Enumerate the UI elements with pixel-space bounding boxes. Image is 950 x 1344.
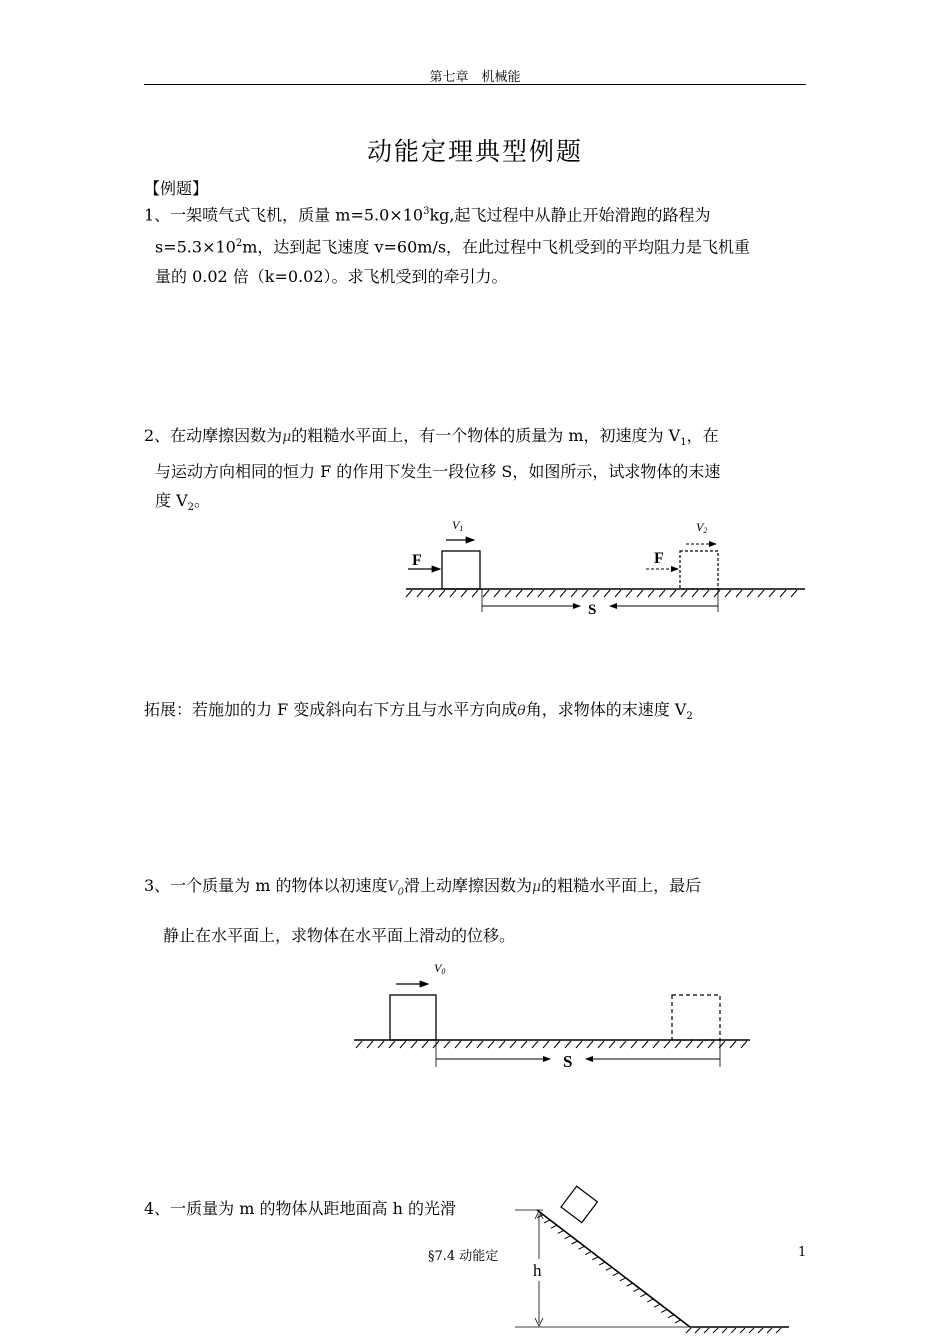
hatch-mark [527,590,533,597]
question-2 [144,421,806,522]
hatch-mark [598,1041,604,1048]
hatch-mark [613,1273,619,1276]
hatch-mark [483,590,489,597]
hatch-mark [659,590,665,597]
v0-symbol: $V_0$ [387,879,405,898]
hatch-mark [367,1041,373,1048]
hatch-mark [758,1328,763,1333]
header-rule [144,84,806,85]
force-label: F [412,552,422,569]
hatch-mark [609,1041,615,1048]
hatch-mark [675,1320,681,1323]
mu-symbol: μ [282,429,292,445]
q2-text-d: 与运动方向相同的恒力 F 的作用下发生一段位移 S，如图所示，试求物体的末速 [155,462,721,482]
hatch-mark [604,590,610,597]
hatch-mark [543,1041,549,1048]
question-1 [144,197,806,291]
hatch-mark [648,590,654,597]
hatch-mark [499,1041,505,1048]
hatch-mark [593,590,599,597]
hatch-mark [620,1041,626,1048]
hatch-mark [466,1041,472,1048]
hatch-mark [704,1328,709,1333]
figure-sliding [350,955,755,1075]
q2-text-e: 度 V [155,491,188,511]
hatch-mark [389,1041,395,1048]
hatch-mark [776,1328,781,1333]
hatch-mark [736,590,742,597]
hatch-mark [692,590,698,597]
hatch-mark [532,1041,538,1048]
q1-sup-a: 3 [423,206,430,217]
hatch-mark [670,590,676,597]
hatch-mark [731,1328,736,1333]
hatch-mark [400,1041,406,1048]
hatch-mark [587,1041,593,1048]
v2-label: V2 [696,520,708,535]
hatch-mark [714,590,720,597]
hatch-mark [722,1328,727,1333]
figure-incline [495,1185,795,1344]
q1-sup-c: 2 [235,238,243,250]
hatch-mark [565,1236,571,1239]
q1-text-a: 1、一架喷气式飞机，质量 m=5.0×10 [144,205,424,225]
extension [144,695,806,731]
q2-text-c: ，在 [686,426,719,445]
hatch-mark [741,1041,747,1048]
hatch-mark [549,590,555,597]
q3-text-a: 3、一个质量为 m 的物体以初速度 [144,876,388,895]
hatch-mark [516,590,522,597]
ground-hatch-2 [356,1041,747,1048]
hatch-mark [686,1041,692,1048]
hatch-mark [560,590,566,597]
hatch-mark [661,1309,667,1312]
question-4: 4、一质量为 m 的物体从距地面高 h 的光滑 [144,1199,457,1218]
section-label: 【例题】 [144,179,209,198]
hatch-mark [582,590,588,597]
block-final-2 [672,995,720,1040]
q1-text-c: s=5.3×10 [155,237,236,257]
hatch-mark [565,1041,571,1048]
block-initial-2 [390,995,436,1040]
hatch-mark [634,1288,640,1291]
hatch-mark [521,1041,527,1048]
hatch-mark [730,1041,736,1048]
page-header: 第七章 机械能 [429,70,521,85]
incline-hatch [537,1215,781,1333]
incline-surface [537,1210,690,1327]
disp-label: S [588,602,597,618]
hatch-mark [417,590,423,597]
hatch-mark [697,1041,703,1048]
hatch-mark [686,1328,691,1333]
hatch-mark [461,590,467,597]
v0-label: V0 [434,961,446,976]
incline-block [561,1186,597,1222]
hatch-mark [422,1041,428,1048]
hatch-mark [631,1041,637,1048]
q3-text-d: 静止在水平面上，求物体在水平面上滑动的位移。 [163,926,516,945]
hatch-mark [654,1304,660,1307]
q1-text-d: m，达到起飞速度 v=60m/s，在此过程中飞机受到的平均阻力是飞机重 [242,237,751,257]
hatch-mark [538,590,544,597]
hatch-mark [627,1283,633,1286]
hatch-mark [592,1257,598,1260]
hatch-mark [620,1278,626,1281]
hatch-mark [558,1230,564,1233]
hatch-mark [780,590,786,597]
ext-sub-b: 2 [686,711,693,723]
hatch-mark [725,590,731,597]
q3-text-c: 的粗糙水平面上，最后 [541,876,702,895]
hatch-mark [450,590,456,597]
theta-symbol: θ [517,703,526,719]
q3-text-b: 滑上动摩擦因数为 [404,876,533,895]
hatch-mark [472,590,478,597]
hatch-mark [572,1241,578,1244]
hatch-mark [642,1041,648,1048]
hatch-mark [713,1328,718,1333]
hatch-mark [494,590,500,597]
hatch-mark [653,1041,659,1048]
q2-text-f: 。 [194,491,211,511]
ground-hatch [406,590,797,597]
hatch-mark [637,590,643,597]
hatch-mark [488,1041,494,1048]
hatch-mark [505,590,511,597]
page-title: 动能定理典型例题 [366,137,583,166]
mu-symbol-q3: μ [532,879,542,895]
hatch-mark [791,590,797,597]
question-3 [144,873,806,906]
hatch-mark [668,1315,674,1318]
hatch-mark [769,590,775,597]
q2-text-b: 的粗糙水平面上，有一个物体的质量为 m，初速度为 V [291,426,681,445]
hatch-mark [615,590,621,597]
hatch-mark [406,590,412,597]
footer-page-number: 1 [798,1245,807,1260]
hatch-mark [551,1225,557,1228]
hatch-mark [544,1220,550,1223]
q2-sub-b: 1 [680,437,687,449]
disp-label-2: S [563,1052,573,1071]
force-label-final: F [654,550,664,567]
hatch-mark [477,1041,483,1048]
hatch-mark [599,1262,605,1265]
hatch-mark [356,1041,362,1048]
hatch-mark [585,1252,591,1255]
q1-line-2 [144,229,806,261]
hatch-mark [664,1041,670,1048]
hatch-mark [455,1041,461,1048]
q1-text-e: 量的 0.02 倍（k=0.02）。求飞机受到的牵引力。 [155,266,508,286]
hatch-mark [378,1041,384,1048]
hatch-mark [695,1328,700,1333]
hatch-mark [681,590,687,597]
hatch-mark [571,590,577,597]
hatch-mark [747,590,753,597]
q1-text-b: kg,起飞过程中从静止开始滑跑的路程为 [429,205,711,225]
height-label: h [533,1261,542,1280]
hatch-mark [510,1041,516,1048]
hatch-mark [647,1299,653,1302]
footer-section: §7.4 动能定 [428,1249,499,1264]
hatch-mark [554,1041,560,1048]
hatch-mark [578,1246,584,1249]
hatch-mark [411,1041,417,1048]
block-initial [442,551,480,589]
hatch-mark [740,1328,745,1333]
hatch-mark [675,1041,681,1048]
hatch-mark [606,1267,612,1270]
hatch-mark [626,590,632,597]
v1-label: V1 [452,518,464,533]
hatch-mark [703,590,709,597]
figure-force-displacement [400,510,810,620]
ext-text-a: 拓展：若施加的力 F 变成斜向右下方且与水平方向成 [144,700,518,719]
q2-text-a: 2、在动摩擦因数为 [144,426,283,445]
hatch-mark [767,1328,772,1333]
hatch-mark [708,1041,714,1048]
hatch-mark [444,1041,450,1048]
hatch-mark [749,1328,754,1333]
hatch-mark [439,590,445,597]
block-final [680,551,718,589]
hatch-mark [758,590,764,597]
ext-text-b: 角，求物体的末速度 V [525,700,687,719]
q2-sub-e: 2 [187,502,195,514]
hatch-mark [428,590,434,597]
hatch-mark [640,1294,646,1297]
hatch-mark [576,1041,582,1048]
